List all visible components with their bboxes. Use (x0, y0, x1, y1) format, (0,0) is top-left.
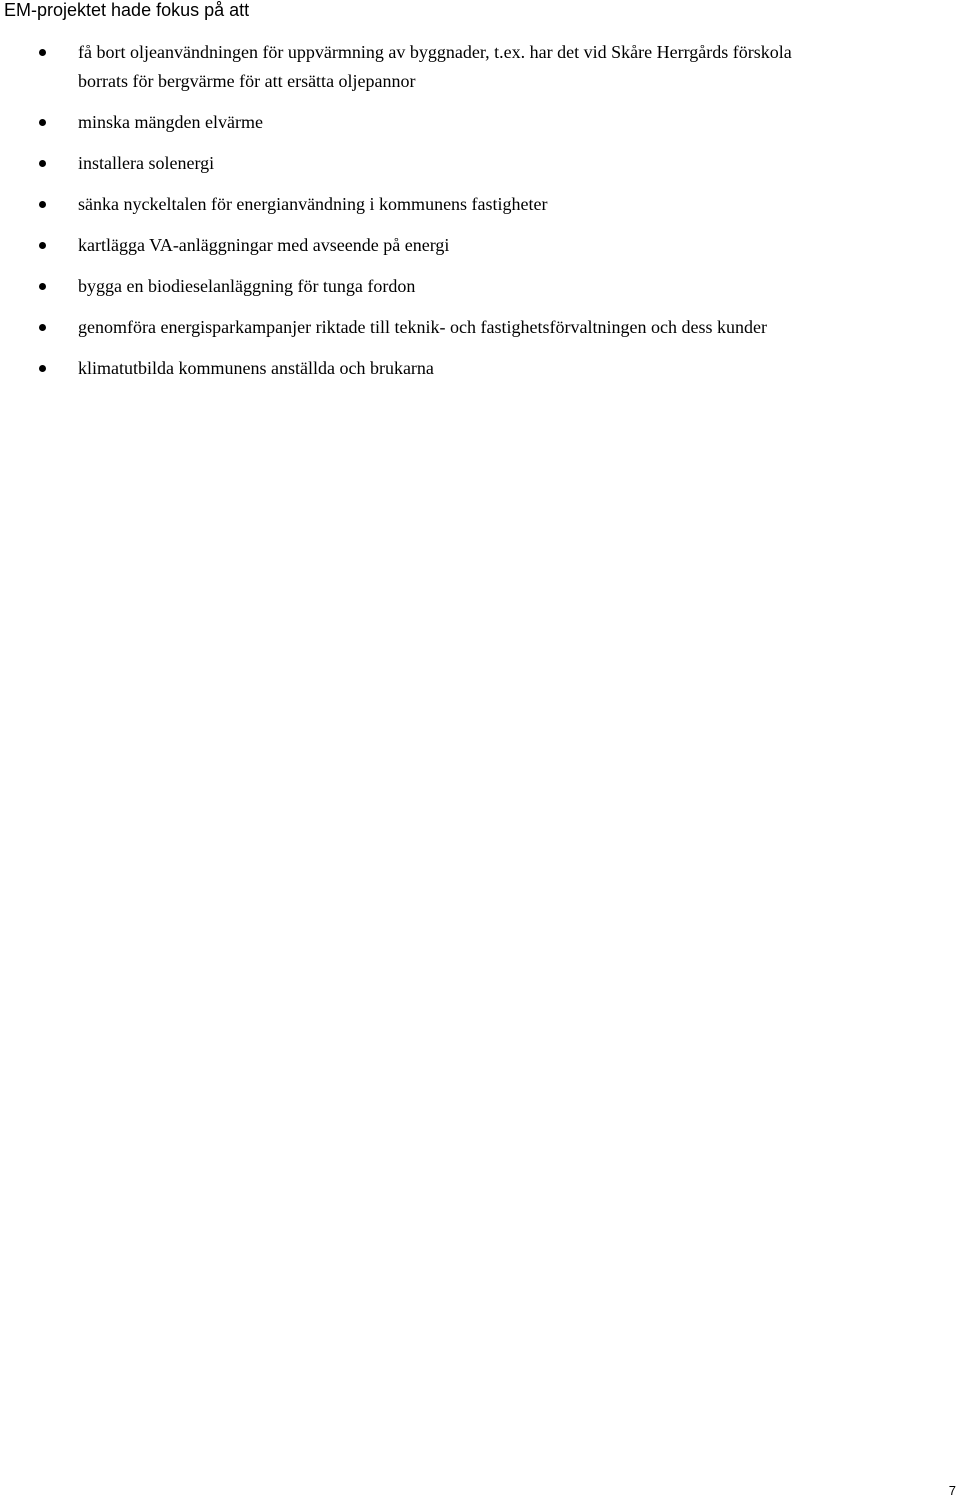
list-item-text: klimatutbilda kommunens anställda och brukarna (78, 358, 434, 378)
list-item (0, 108, 900, 137)
list-item-text: få bort oljeanvändningen för uppvärmning av byggnader, t.ex. har det vid Skåre Herrgårds förskola borrats för bergvärme för att ersätta oljepannor (78, 42, 792, 91)
list-item (0, 190, 900, 219)
list-item-text: minska mängden elvärme (78, 112, 263, 132)
list-item-text: sänka nyckeltalen för energianvändning i kommunens fastigheter (78, 194, 548, 214)
list-item-text: bygga en biodieselanläggning för tunga fordon (78, 276, 416, 296)
list-item (0, 354, 900, 383)
section-heading: EM-projektet hade fokus på att (4, 0, 250, 20)
page-number: 7 (948, 1483, 956, 1498)
list-item-text: kartlägga VA-anläggningar med avseende på energi (78, 235, 450, 255)
bullet-list (0, 38, 900, 395)
bullet-icon (39, 119, 46, 126)
list-item (0, 38, 900, 96)
list-item-text: installera solenergi (78, 153, 215, 173)
bullet-icon (39, 283, 46, 290)
list-item (0, 231, 900, 260)
bullet-icon (39, 49, 46, 56)
bullet-icon (39, 324, 46, 331)
list-item-text: genomföra energisparkampanjer riktade till teknik- och fastighetsförvaltningen och dess kunder (78, 317, 767, 337)
bullet-icon (39, 201, 46, 208)
bullet-icon (39, 160, 46, 167)
list-item (0, 149, 900, 178)
list-item (0, 272, 900, 301)
bullet-icon (39, 365, 46, 372)
bullet-icon (39, 242, 46, 249)
list-item (0, 313, 900, 342)
